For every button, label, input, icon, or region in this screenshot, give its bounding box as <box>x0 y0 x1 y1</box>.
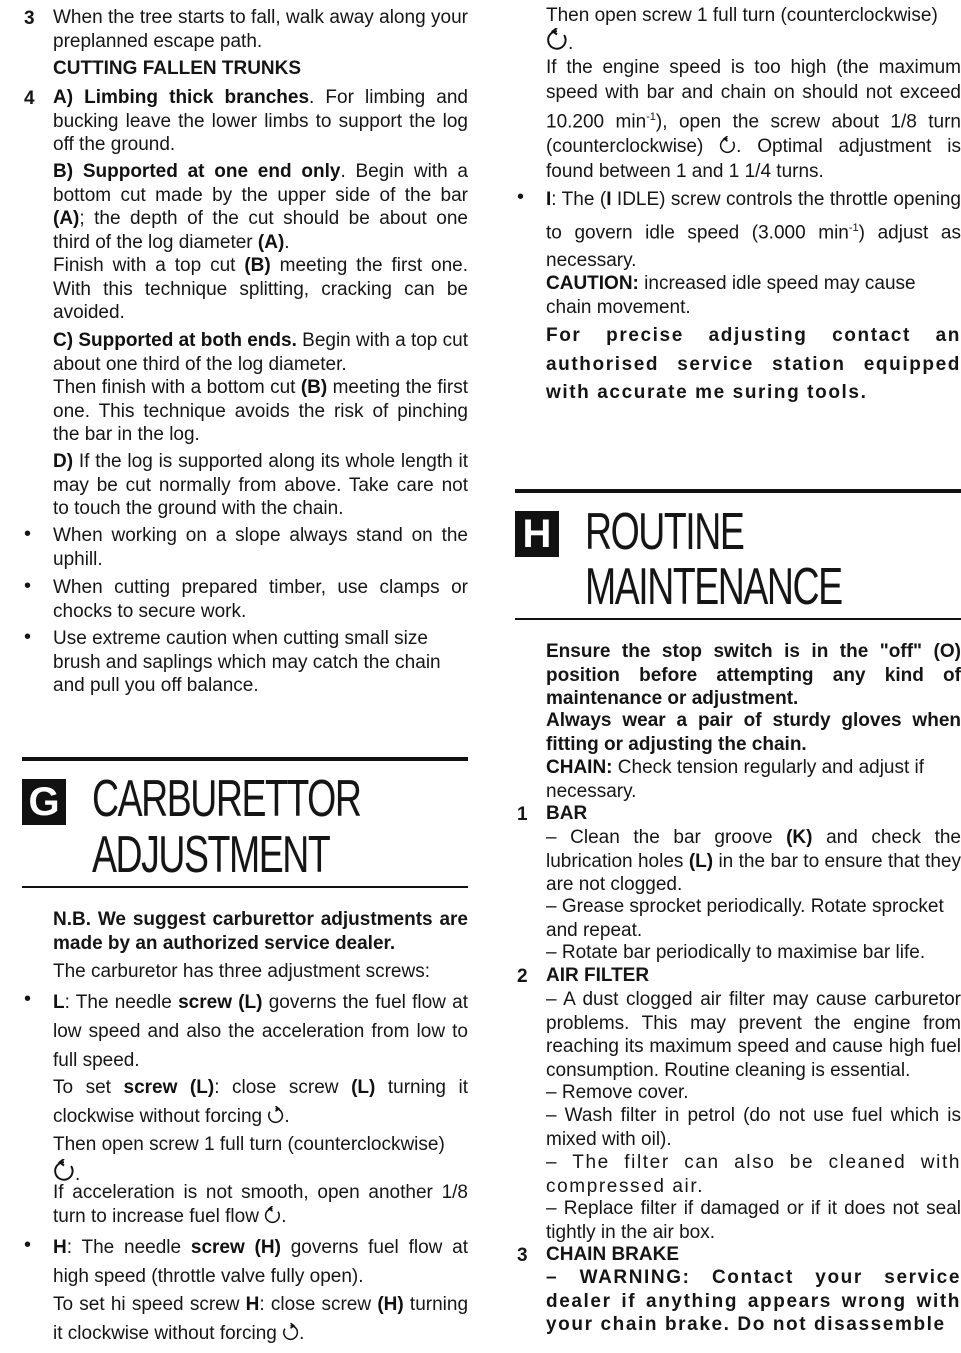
section-letter-badge: H <box>515 511 559 557</box>
item4-a-text: . For limbing and bucking leave the lower limbs to support the log off the ground. <box>53 87 468 155</box>
bullet-icon: • <box>24 988 32 1010</box>
text: ; the depth of the cut should be about one third of the log diameter <box>53 208 468 253</box>
text: : The needle <box>64 992 179 1013</box>
text: meeting the first one. This technique avoids the risk of pinching the bar in the log. <box>53 377 468 445</box>
cutting-heading: CUTTING FALLEN TRUNKS <box>53 58 302 79</box>
text: Finish with a top cut <box>53 255 245 276</box>
caution-note <box>546 272 961 319</box>
ref: (L) <box>238 992 263 1013</box>
air-filter-heading: AIR FILTER <box>546 965 650 986</box>
text: : close screw <box>259 1294 378 1315</box>
l-accel-note: If acceleration is not smooth, open another 1/8 turn to increase fuel flow . <box>53 1182 468 1227</box>
text: Then finish with a bottom cut <box>53 377 301 398</box>
counterclockwise-rotation-icon <box>53 1159 75 1183</box>
caution-label: CAUTION: <box>546 273 639 294</box>
item-number: 4 <box>24 88 35 109</box>
section-title-line2: ADJUSTMENT <box>92 826 330 884</box>
section-rule-top <box>515 489 961 493</box>
item4-a <box>53 86 468 157</box>
carb-intro: The carburetor has three adjustment screws: <box>53 961 431 982</box>
idle-screw-description <box>546 186 961 275</box>
item-number: 1 <box>517 804 528 825</box>
ref: (L) <box>351 1077 376 1098</box>
label: I <box>546 189 552 210</box>
text: and check the lubrication holes <box>546 827 961 872</box>
text: – Clean the bar groove <box>546 827 787 848</box>
ref: screw <box>178 992 232 1013</box>
text: governs the fuel flow at low speed and also the acceleration from low to full speed. <box>53 992 468 1071</box>
item4-c <box>53 329 468 447</box>
ref: (K) <box>786 827 813 848</box>
text: If the engine speed is too high (the maximum speed with bar and chain on should not exceed 10.200 min <box>546 57 961 133</box>
l-open-instruction: Then open screw 1 full turn (counterclockwise) . <box>53 1134 445 1185</box>
text: turning it clockwise without forcing <box>53 1077 468 1127</box>
item4-d-label: D) <box>53 451 74 472</box>
label: H <box>53 1237 67 1258</box>
h-speed-note <box>546 55 961 184</box>
counterclockwise-rotation-icon <box>719 136 736 155</box>
stop-switch-warning: Ensure the stop switch is in the "off" (O) position before attempting any kind of maintenance or adjustment. <box>546 641 961 709</box>
bullet-icon: • <box>24 523 32 545</box>
ref: screw (H) <box>190 1237 281 1258</box>
item3-text: When the tree starts to fall, walk away along your preplanned escape path. <box>53 7 468 52</box>
text: : close screw <box>214 1077 352 1098</box>
label: L <box>53 992 65 1013</box>
chain-brake-heading: CHAIN BRAKE <box>546 1244 679 1265</box>
l-set-instruction: To set screw (L): close screw (L) turning it clockwise without forcing . <box>53 1077 468 1127</box>
chain-brake-warning: – WARNING: Contact your service dealer if anything appears wrong with your chain brake. Do not disassemble <box>546 1267 961 1335</box>
item-number: 3 <box>24 8 35 29</box>
text: If the log is supported along its whole length it may be cut normally from above. Take care not to touch the ground with the chain. <box>53 451 468 519</box>
bullet-icon: • <box>24 1234 32 1256</box>
text: meeting the first one. With this technique splitting, cracking can be avoided. <box>53 255 468 323</box>
h-open-instruction: Then open screw 1 full turn (counterclockwise) . <box>546 5 938 54</box>
ref: screw (L) <box>123 1077 215 1098</box>
ref: (H) <box>377 1294 404 1315</box>
counterclockwise-rotation-icon <box>546 28 568 52</box>
counterclockwise-rotation-icon <box>264 1206 281 1225</box>
section-rule-top <box>22 757 468 761</box>
chain-label: CHAIN: <box>546 757 613 778</box>
text: Begin with a top cut about one third of the log diameter. <box>53 330 468 375</box>
text: turning it clockwise without forcing <box>53 1294 469 1344</box>
text: ), open the screw about 1/8 turn (counterclockwise) <box>546 111 961 158</box>
text: Then open screw 1 full turn (counterclockwise) <box>546 5 938 26</box>
item-number: 3 <box>517 1245 528 1266</box>
ref: I <box>606 189 612 210</box>
section-title-line1: ROUTINE <box>585 503 744 561</box>
section-letter-badge: G <box>22 779 66 825</box>
bullet-icon: • <box>517 186 525 208</box>
superscript: -1 <box>646 111 656 123</box>
precise-adjusting-note: For precise adjusting contact an authorised service station equipped with accurate me suring tools. <box>546 325 961 403</box>
superscript: -1 <box>848 222 859 234</box>
text: Then open screw 1 full turn (counterclockwise) <box>53 1134 445 1155</box>
item4-b-label: B) Supported at one end only <box>53 161 341 182</box>
bullet-item: Use extreme caution when cutting small size brush and saplings which may catch the chain and pull you off balance. <box>53 628 441 696</box>
section-title-line1: CARBURETTOR <box>92 770 361 828</box>
text: : The needle <box>66 1237 191 1258</box>
text: If acceleration is not smooth, open another 1/8 turn to increase fuel flow <box>53 1182 468 1227</box>
bar-text: – Rotate bar periodically to maximise bar life. <box>546 942 926 963</box>
ref: (B) <box>300 377 328 398</box>
bar-text: – Grease sprocket periodically. Rotate sprocket and repeat. <box>546 896 944 941</box>
bullet-icon: • <box>24 575 32 597</box>
h-set-instruction: To set hi speed screw H: close screw (H) turning it clockwise without forcing . <box>53 1294 469 1344</box>
clockwise-rotation-icon <box>267 1106 284 1125</box>
air-filter-text: – Remove cover. <box>546 1082 689 1103</box>
nb-note: N.B. We suggest carburettor adjustments are made by an authorized service dealer. <box>53 909 468 954</box>
ref: H <box>245 1294 260 1315</box>
bullet-item: When cutting prepared timber, use clamps or chocks to secure work. <box>53 577 468 622</box>
air-filter-text: – Replace filter if damaged or if it does not seal tightly in the air box. <box>546 1198 961 1243</box>
text: To set hi speed screw <box>53 1294 246 1315</box>
bar-heading: BAR <box>546 803 588 824</box>
item4-c-label: C) Supported at both ends. <box>53 330 297 351</box>
text: ) adjust as necessary. <box>546 222 961 272</box>
text: . Begin with a bottom cut made by the upper side of the bar <box>53 161 468 206</box>
text: increased idle speed may cause chain movement. <box>546 273 916 318</box>
text: in the bar to ensure that they are not clogged. <box>546 850 961 895</box>
clockwise-rotation-icon <box>282 1323 299 1342</box>
h-screw-description <box>53 1233 468 1291</box>
l-screw-description <box>53 988 468 1075</box>
gloves-warning: Always wear a pair of sturdy gloves when fitting or adjusting the chain. <box>546 710 961 755</box>
text: governs fuel flow at high speed (throttle valve fully open). <box>53 1237 469 1287</box>
section-rule-bottom <box>515 618 961 620</box>
ref: (A) <box>257 231 285 253</box>
section-title-line2: MAINTENANCE <box>585 558 842 616</box>
air-filter-text: – The filter can also be cleaned with compressed air. <box>546 1152 961 1197</box>
item4-b <box>53 160 468 325</box>
bullet-item: When working on a slope always stand on the uphill. <box>53 525 468 570</box>
item4-d <box>53 450 468 521</box>
text: IDLE) screw controls the throttle opening to govern idle speed (3.000 min <box>546 189 961 244</box>
text: Check tension regularly and adjust if necessary. <box>546 757 925 802</box>
chain-note <box>546 756 961 803</box>
ref: (B) <box>244 255 271 276</box>
ref: (L) <box>688 850 714 872</box>
text: : The ( <box>551 189 607 210</box>
text: To set <box>53 1077 124 1098</box>
item-number: 2 <box>517 966 528 987</box>
ref: (A) <box>53 208 80 229</box>
text: . <box>284 231 290 253</box>
section-rule-bottom <box>22 886 468 888</box>
bar-text <box>546 826 961 897</box>
text: . Optimal adjustment is found between 1 and 1 1/4 turns. <box>546 136 961 183</box>
item4-a-label: A) Limbing thick branches <box>53 87 310 108</box>
air-filter-text: – Wash filter in petrol (do not use fuel which is mixed with oil). <box>546 1105 961 1150</box>
bullet-icon: • <box>24 626 32 648</box>
air-filter-text: – A dust clogged air filter may cause carburetor problems. This may prevent the engine from reaching its maximum speed and cause high fuel consumption. Routine cleaning is essential. <box>546 989 961 1081</box>
